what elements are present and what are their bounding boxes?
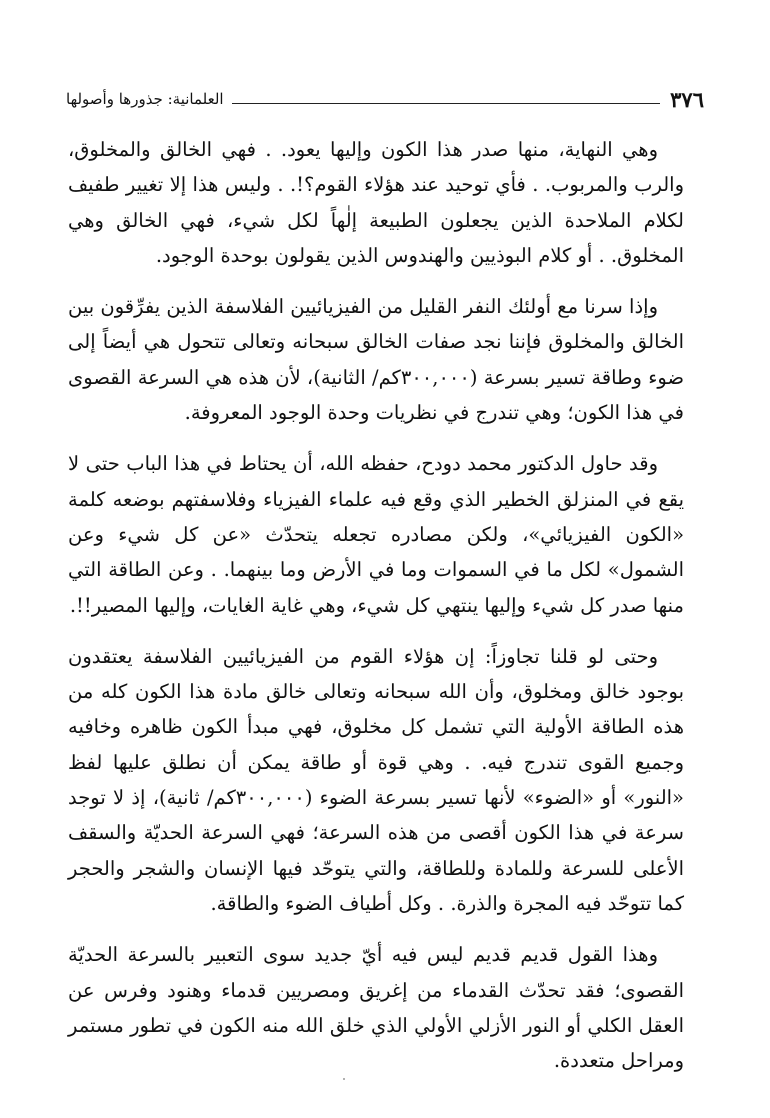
body-text — [68, 132, 684, 1094]
running-title: العلمانية: جذورها وأصولها — [66, 90, 224, 108]
scan-mark — [343, 1078, 345, 1080]
header-rule — [232, 103, 661, 104]
paragraph: وإذا سرنا مع أولئك النفر القليل من الفيزيائيين الفلاسفة الذين يفرِّقون بين الخالق والمخلوق فإننا نجد صفات الخالق سبحانه وتعالى تتحول هي أيضاً إلى ضوء وطاقة تسير بسرعة (٣٠٠,٠٠٠كم/ الثانية)، لأن هذه هي السرعة القصوى في هذا الكون؛ وهي تندرج في نظريات وحدة الوجود المعروفة. — [68, 295, 684, 425]
paragraph: وهي النهاية، منها صدر هذا الكون وإليها يعود. . فهي الخالق والمخلوق، والرب والمربوب. . فأي توحيد عند هؤلاء القوم؟!. . وليس هذا إلا تغيير طفيف لكلام الملاحدة الذين يجعلون الطبيعة إلٰهاً لكل شيء، فهي الخالق وهي المخلوق. . أو كلام البوذيين والهندوس الذين يقولون بوحدة الوجود. — [68, 138, 684, 267]
paragraph: وحتى لو قلنا تجاوزاً: إن هؤلاء القوم من الفيزيائيين الفلاسفة يعتقدون بوجود خالق ومخلوق، وأن الله سبحانه وتعالى خالق مادة هذا الكون كله من هذه الطاقة الأولية التي تشمل كل مخلوق، فهي مبدأ الكون ظاهره وخافيه وجميع القوى تندرج فيه. . وهي قوة أو طاقة يمكن أن نطلق عليها لفظ «النور» أو «الضوء» لأنها تسير بسرعة الضوء (٣٠٠,٠٠٠كم/ ثانية)، إذ لا توجد سرعة في هذا الكون أقصى من هذه السرعة؛ فهي السرعة الحديّة والسقف الأعلى للسرعة وللمادة وللطاقة، والتي يتوحّد فيها الإنسان والشجر والحجر كما تتوحّد فيه المجرة والذرة. . وكل أطياف الضوء والطاقة. — [68, 644, 684, 915]
page-number: ٣٧٦ — [670, 86, 704, 112]
paragraph: وقد حاول الدكتور محمد دودح، حفظه الله، أن يحتاط في هذا الباب حتى لا يقع في المنزلق الخطير الذي وقع فيه علماء الفيزياء وفلاسفتهم بوضعه كلمة «الكون الفيزيائي»، ولكن مصادره تجعله يتحدّث «عن كل شيء وعن الشمول» لكل ما في السموات وما في الأرض وما بينهما. . وعن الطاقة التي منها صدر كل شيء وإليها ينتهي كل شيء، وهي غاية الغايات، وإليها المصير!!. — [68, 452, 684, 617]
page-header — [66, 86, 704, 112]
paragraph: وهذا القول قديم قديم ليس فيه أيّ جديد سوى التعبير بالسرعة الحديّة القصوى؛ فقد تحدّث القدماء من إغريق ومصريين قدماء وهنود وفرس عن العقل الكلي أو النور الأزلي الأولي الذي خلق الله منه الكون في تطور مستمر ومراحل متعددة. — [68, 943, 684, 1073]
